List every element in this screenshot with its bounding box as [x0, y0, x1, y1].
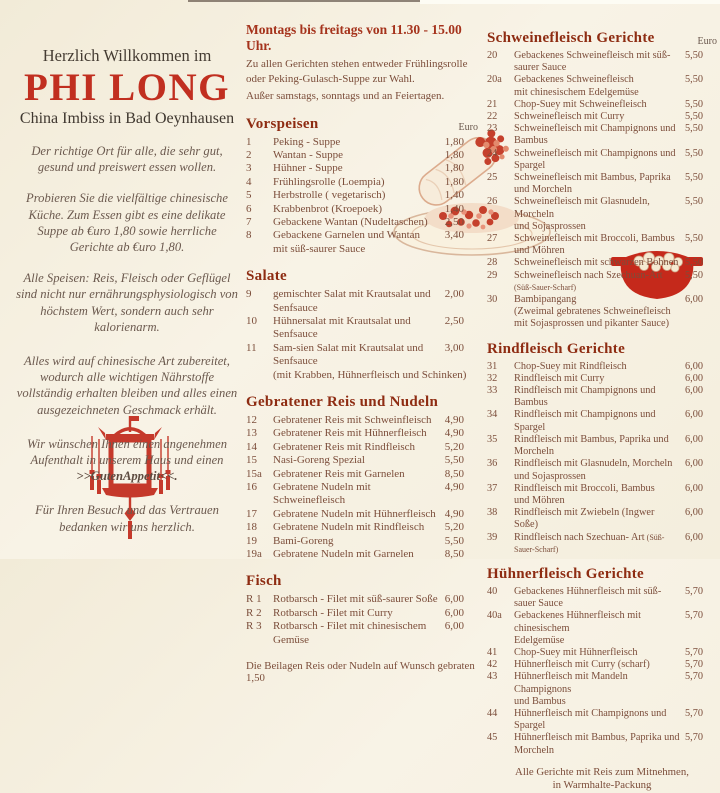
item-name: Hühnerfleisch mit Bambus, Paprika und Morcheln [514, 732, 680, 756]
item-name: Rindfleisch nach Szechuan- Art (Süß-Sauer-Scharf) [514, 531, 665, 554]
item-number: 37 [487, 482, 498, 494]
item-price: 5,50 [444, 454, 464, 467]
item-number: 39 [487, 531, 498, 543]
item-price: 1,80 [444, 135, 464, 148]
item-name: Rotbarsch - Filet mit süß-saurer Soße [273, 593, 438, 606]
item-sub-line: (Zweimal gebratenes Schweinefleisch [514, 306, 671, 318]
item-number: 24 [487, 147, 498, 159]
menu-item-row [487, 196, 717, 220]
menu-section-header [246, 394, 478, 411]
restaurant-name: PHI LONG [24, 66, 230, 109]
menu-section [246, 573, 478, 647]
item-number: 13 [246, 427, 257, 440]
item-name: Schweinefleisch mit Bambus, Paprika [514, 172, 671, 184]
menu-item-row [487, 659, 717, 671]
menu-item-row [246, 229, 478, 242]
item-name: Schweinefleisch mit Curry [514, 111, 625, 123]
menu-section-header [487, 341, 717, 358]
item-number: 31 [487, 360, 498, 372]
item-number: R 3 [246, 620, 262, 633]
intro-paragraph: Alles wird auf chinesische Art zubereitet, wodurch alle wichtigen Nährstoffe vollständig erhalten bleiben und alles einen ausgezeichneten Geschmack erhält. [16, 354, 238, 417]
sides-footer-note: Die Beilagen Reis oder Nudeln auf Wunsch gebraten 1,50 [246, 660, 475, 685]
item-price: 5,50 [684, 74, 703, 86]
menu-section [246, 394, 478, 561]
item-number: 15a [246, 467, 262, 480]
menu-item-row [487, 270, 717, 294]
intro-paragraph [16, 436, 238, 485]
item-price: 8,50 [444, 548, 464, 561]
item-price: 6,00 [684, 507, 703, 519]
item-name: Rindfleisch mit Champignons und Spargel [514, 409, 656, 433]
item-price: 4,90 [444, 414, 464, 426]
item-number: 21 [487, 98, 498, 110]
item-number: 16 [246, 481, 257, 494]
opening-hours-title: Montags bis freitags von 11.30 - 15.00 Uhr. [246, 22, 462, 53]
item-price: 4,90 [444, 481, 464, 494]
item-name: Hühner - Suppe [273, 162, 343, 175]
menu-item-row [487, 123, 717, 147]
menu-item-row [246, 216, 478, 229]
item-name: Schweinefleisch nach Szechuan-Art (Süß-Sauer-Scharf) [514, 269, 663, 292]
menu-item-row [487, 434, 717, 458]
item-number: 23 [487, 123, 498, 135]
item-number: 17 [246, 507, 257, 520]
item-number: 15 [246, 454, 257, 467]
item-number: R 1 [246, 593, 262, 606]
menu-item-row [487, 483, 717, 495]
item-name: Gebackene Garnelen und Wantan [273, 229, 421, 242]
opening-hours-note: Zu allen Gerichten stehen entweder Frühlingsrolle oder Peking-Gulasch-Suppe zur Wahl. [246, 58, 468, 85]
menu-item-row [246, 441, 478, 454]
menu-item-row [487, 111, 717, 123]
item-name: Rotbarsch - Filet mit chinesischem Gemüse [273, 620, 427, 646]
item-number: 1 [246, 135, 252, 148]
item-number: 14 [246, 440, 257, 453]
menu-section [487, 341, 717, 556]
item-name: gemischter Salat mit Krautsalat und Senfsauce [273, 288, 431, 314]
item-price: 5,70 [684, 732, 703, 744]
menu-sections [487, 30, 717, 757]
item-sub-line: und Bambus [514, 695, 566, 707]
menu-item-row [246, 535, 478, 548]
menu-sections [246, 116, 478, 648]
item-name: Hühnerfleisch mit Mandeln Champignons [514, 671, 628, 695]
menu-item-row [487, 647, 717, 659]
menu-section-title: Hühnerfleisch Gerichte [487, 565, 644, 582]
menu-section-title: Schweinefleisch Gerichte [487, 30, 655, 46]
item-number: 10 [246, 314, 257, 327]
item-price: 6,00 [684, 372, 703, 384]
item-price: 4,90 [444, 507, 464, 520]
menu-section-header [487, 30, 717, 47]
opening-hours-note: Außer samstags, sonntags und an Feiertagen. [246, 90, 445, 102]
item-number: 7 [246, 215, 252, 228]
menu-item-row [487, 507, 717, 531]
menu-section-header [246, 268, 478, 285]
menu-item-row [487, 294, 717, 306]
item-name: Schweinefleisch mit Broccoli, Bambus [514, 233, 675, 245]
item-note: (Süß-Sauer-Scharf) [514, 282, 577, 292]
menu-item-row [487, 458, 717, 470]
item-price: 1,40 [444, 202, 464, 215]
item-name: Schweinefleisch mit Champignons und Spargel [514, 147, 676, 171]
menu-item-row [487, 532, 717, 556]
item-price: 5,50 [684, 111, 703, 123]
item-price: 5,70 [684, 671, 703, 683]
item-sub-line: (mit Krabben, Hühnerfleisch und Schinken) [273, 368, 467, 381]
item-price: 6,00 [684, 531, 703, 543]
menu-item-row [246, 548, 478, 561]
restaurant-subtitle: China Imbiss in Bad Oeynhausen [19, 110, 235, 127]
menu-section-header [246, 573, 478, 590]
euro-column-label: Euro [458, 121, 478, 133]
menu-item-row [246, 607, 478, 620]
menu-item-row [487, 671, 717, 695]
menu-section [246, 116, 478, 257]
item-price: 5,50 [684, 257, 703, 269]
menu-section-header [487, 566, 717, 583]
item-name: Rotbarsch - Filet mit Curry [273, 606, 393, 619]
menu-item-row [487, 586, 717, 610]
item-name: Gebratener Reis mit Hühnerfleisch [273, 427, 427, 440]
menu-item-row [246, 189, 478, 202]
item-number: 12 [246, 414, 257, 426]
item-number: 43 [487, 671, 498, 683]
menu-item-row [246, 414, 478, 427]
item-number: 2 [246, 148, 252, 161]
item-price: 2,50 [444, 314, 464, 327]
item-number: R 2 [246, 606, 262, 619]
menu-item-row [487, 732, 717, 756]
menu-item-row [487, 233, 717, 245]
item-name: Gebackenes Hühnerfleisch mit süß-sauer Sauce [514, 585, 662, 610]
item-number: 8 [246, 229, 252, 242]
item-name: Chop-Suey mit Schweinefleisch [514, 98, 647, 110]
item-price: 6,00 [684, 360, 703, 372]
item-number: 26 [487, 196, 498, 208]
item-number: 32 [487, 372, 498, 384]
menu-section-title: Fisch [246, 573, 282, 590]
item-number: 27 [487, 233, 498, 245]
item-number: 5 [246, 189, 252, 202]
intro-paragraph: Der richtige Ort für alle, die sehr gut, gesund und preiswert essen wollen. [31, 144, 223, 175]
item-number: 25 [487, 172, 498, 184]
item-name: Gebackene Wantan (Nudeltaschen) [273, 215, 428, 228]
item-number: 18 [246, 521, 257, 534]
item-price: 5,50 [684, 98, 703, 110]
item-price: 1,40 [444, 189, 464, 202]
item-name: Rindfleisch mit Zwiebeln (Ingwer Soße) [514, 507, 655, 531]
item-name: Rindfleisch mit Broccoli, Bambus [514, 482, 655, 494]
item-name: Krabbenbrot (Kroepoek) [273, 202, 383, 215]
item-price: 6,00 [684, 385, 703, 397]
item-sub-line: mit chinesischem Edelgemüse [514, 86, 639, 98]
intro-paragraph: Probieren Sie die vielfältige chinesische Küche. Zum Essen gibt es eine delikate Suppe ab €uro 1,80 sowie herrliche Gerichte ab €uro 1,80. [26, 191, 228, 255]
item-number: 28 [487, 257, 498, 269]
item-name: Gebackenes Schweinefleisch mit süß-saurer Sauce [514, 50, 671, 74]
menu-item-row [487, 409, 717, 433]
euro-column-label: Euro [697, 36, 717, 47]
scan-edge-highlight [420, 0, 720, 4]
item-price: 1,80 [444, 148, 464, 161]
item-price: 6,00 [444, 593, 464, 606]
item-name: Gebratene Nudeln mit Hühnerfleisch [273, 507, 436, 520]
item-name: Chop-Suey mit Hühnerfleisch [514, 646, 638, 658]
menu-item-row [487, 172, 717, 184]
item-number: 19a [246, 548, 262, 561]
menu-item-row [246, 136, 478, 149]
item-price: 3,40 [444, 229, 464, 242]
item-name: Rindfleisch mit Bambus, Paprika und Morcheln [514, 433, 669, 458]
item-name: Frühlingsrolle (Loempia) [273, 175, 385, 188]
item-number: 22 [487, 111, 498, 123]
item-price: 3,00 [444, 341, 464, 354]
item-name: Gebackenes Hühnerfleisch mit chinesischem [514, 610, 641, 634]
item-sub-line: und Möhren [514, 245, 565, 257]
item-name: Gebratener Reis mit Rindfleisch [273, 440, 416, 453]
welcome-line: Herzlich Willkommen im [42, 46, 212, 65]
item-price: 6,00 [444, 620, 464, 633]
menu-item-row [487, 385, 717, 409]
item-number: 33 [487, 385, 498, 397]
menu-section [246, 268, 478, 382]
item-price: 8,50 [444, 467, 464, 480]
item-price: 5,70 [684, 585, 703, 597]
menu-item-row [246, 468, 478, 481]
item-price: 1,80 [444, 175, 464, 188]
menu-item-row [487, 373, 717, 385]
menu-item-row [246, 620, 478, 647]
intro-paragraph: Alle Speisen: Reis, Fleisch oder Geflügel sind nicht nur ernährungsphysiologisch von höchstem Wert, sondern auch sehr kalorienarm. [16, 271, 238, 334]
menu-item-row [246, 454, 478, 467]
item-name: Bami-Goreng [273, 534, 334, 547]
item-number: 42 [487, 659, 498, 671]
item-number: 20 [487, 50, 498, 61]
menu-item-row [246, 288, 478, 315]
item-sub-line: und Sojasprossen [514, 470, 586, 482]
menu-item-row [246, 149, 478, 162]
item-number: 20a [487, 74, 502, 86]
item-price: 5,70 [684, 646, 703, 658]
item-name: Schweinefleisch mit schwarzen Bohnen [514, 257, 679, 269]
item-sub-line: und Sojasprossen [514, 220, 586, 232]
item-price: 5,50 [684, 123, 703, 135]
item-name: Schweinefleisch mit Glasnudeln, Morcheln [514, 196, 650, 220]
menu-section-title: Salate [246, 268, 287, 285]
item-name: Gebratene Nudeln mit Rindfleisch [273, 521, 425, 534]
item-number: 6 [246, 202, 252, 215]
item-number: 34 [487, 409, 498, 421]
item-price: 5,50 [444, 534, 464, 547]
item-name: Gebratene Nudeln mit Schweinefleisch [273, 481, 371, 507]
item-number: 29 [487, 269, 498, 281]
item-price: 5,50 [684, 233, 703, 245]
item-name: Wantan - Suppe [273, 148, 343, 161]
guten-appetit-text: >>GutenAppetit<<. [76, 469, 178, 484]
item-name: Rindfleisch mit Glasnudeln, Morcheln [514, 458, 673, 470]
menu-item-row [487, 99, 717, 111]
item-price: 6,00 [684, 294, 703, 306]
item-price: 6,00 [684, 409, 703, 421]
item-number: 35 [487, 433, 498, 445]
intro-paragraph: Für Ihren Besuch und das Vertrauen bedanken wir uns herzlich. [35, 503, 219, 534]
item-price: 2,00 [444, 288, 464, 301]
scan-edge-artifact [188, 0, 434, 2]
menu-item-row [246, 521, 478, 534]
item-price: 5,50 [684, 172, 703, 184]
item-price: 5,70 [684, 707, 703, 719]
item-number: 44 [487, 707, 498, 719]
menu-item-row [246, 481, 478, 508]
menu-item-row [246, 508, 478, 521]
menu-section-title: Rindfleisch Gerichte [487, 340, 626, 357]
item-name: Chop-Suey mit Rindfleisch [514, 360, 627, 372]
takeaway-footer-note [487, 766, 717, 793]
menu-item-row [487, 148, 717, 172]
menu-item-row [487, 50, 717, 74]
item-sub-line: Edelgemüse [514, 634, 565, 646]
item-name: Gebratene Nudeln mit Garnelen [273, 548, 414, 561]
menu-section-header [246, 116, 478, 133]
item-name: Gebratener Reis mit Schweinfleisch [273, 414, 432, 426]
item-price: 5,20 [444, 440, 464, 453]
takeaway-footer-line: in Warmhalte-Packung [552, 779, 652, 792]
item-name: Gebratener Reis mit Garnelen [273, 467, 405, 480]
item-name: Rindfleisch mit Curry [514, 372, 605, 384]
item-name: Hühnersalat mit Krautsalat und Senfsauce [273, 314, 411, 341]
item-sub-line: und Morcheln [514, 184, 573, 196]
item-price: 6,00 [684, 458, 703, 470]
item-price: 5,70 [684, 610, 703, 622]
menu-item-row [487, 257, 717, 269]
item-name: Gebackenes Schweinefleisch [514, 74, 634, 86]
item-number: 40a [487, 610, 502, 622]
item-sub-line: und Möhren [514, 494, 565, 506]
item-number: 9 [246, 288, 252, 301]
item-number: 4 [246, 175, 252, 188]
item-name: Rindfleisch mit Champignons und Bambus [514, 385, 656, 409]
item-price: 6,00 [684, 433, 703, 445]
item-price: 5,50 [684, 147, 703, 159]
menu-section [487, 30, 717, 331]
menu-item-row [246, 203, 478, 216]
item-price: 5,70 [684, 659, 703, 671]
item-number: 36 [487, 458, 498, 470]
item-number: 19 [246, 534, 257, 547]
menu-item-row [246, 176, 478, 189]
item-price: 1,80 [444, 162, 464, 175]
item-number: 30 [487, 294, 498, 306]
item-price: 5,50 [684, 269, 703, 281]
menu-section-title: Gebratener Reis und Nudeln [246, 394, 439, 410]
menu-item-row [246, 162, 478, 175]
item-sub-line: mit Sojasprossen und pikanter Sauce) [514, 318, 669, 330]
menu-right-column [487, 20, 717, 793]
item-name: Nasi-Goreng Spezial [273, 454, 365, 467]
item-price: 5,50 [684, 50, 703, 61]
item-name: Hühnerfleisch mit Champignons und Spargel [514, 707, 667, 732]
welcome-panel [16, 46, 238, 535]
item-number: 41 [487, 646, 498, 658]
item-name: Sam-sien Salat mit Krautsalat und Senfsauce [273, 341, 424, 368]
wish-text: Wir wünschen Ihnen einen angenehmen Aufenthalt in unserem Haus und einen [26, 436, 228, 468]
item-number: 40 [487, 585, 498, 597]
takeaway-footer-line: Alle Gerichte mit Reis zum Mitnehmen, [515, 765, 689, 778]
item-sub-line: mit süß-saurer Sauce [273, 242, 366, 255]
item-number: 45 [487, 732, 498, 744]
item-price: 5,20 [444, 521, 464, 534]
item-name: Peking - Suppe [273, 135, 341, 148]
item-price: 4,90 [444, 427, 464, 440]
item-price: 2,50 [444, 215, 464, 228]
menu-item-row [487, 708, 717, 732]
item-number: 3 [246, 162, 252, 175]
menu-item-row [246, 342, 478, 369]
menu-item-row [487, 610, 717, 634]
menu-item-row [246, 315, 478, 342]
menu-middle-column [246, 22, 478, 684]
item-price: 6,00 [444, 606, 464, 619]
item-number: 11 [246, 341, 257, 354]
item-name: Schweinefleisch mit Champignons und Bambus [514, 123, 676, 147]
item-note: (Süß-Sauer-Scharf) [514, 532, 665, 554]
menu-item-row [246, 427, 478, 440]
menu-section [487, 566, 717, 757]
menu-item-row [487, 361, 717, 373]
item-price: 6,00 [684, 482, 703, 494]
menu-section-title: Vorspeisen [246, 115, 319, 132]
item-number: 38 [487, 507, 498, 519]
item-name: Hühnerfleisch mit Curry (scharf) [514, 659, 650, 671]
item-name: Bambipangang [514, 294, 577, 306]
menu-item-row [246, 593, 478, 606]
item-price: 5,50 [684, 196, 703, 208]
item-name: Herbstrolle ( vegetarisch) [273, 189, 386, 202]
menu-item-row [487, 74, 717, 86]
